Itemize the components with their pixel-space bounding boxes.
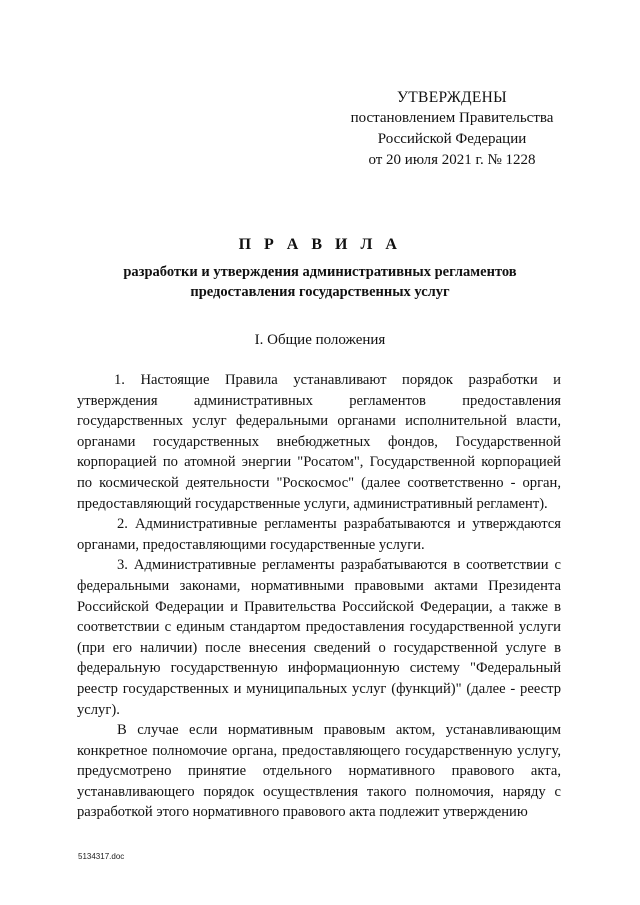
- document-subtitle-line-2: предоставления государственных услуг: [190, 284, 450, 300]
- document-body: [77, 370, 561, 823]
- paragraph-1: 1. Настоящие Правила устанавливают порядок разработки и утверждения административных регламентов предоставления государственных услуг федеральными органами исполнительной власти, органами государственных внебюджетных фондов, Государственной корпорацией по атомной энергии "Росатом", Государственной корпорацией по космической деятельности "Роскосмос" (далее соответственно - орган, предоставляющий государственные услуги, административный регламент).: [77, 372, 561, 512]
- document-subtitle: [60, 262, 580, 302]
- approval-line-3: от 20 июля 2021 г. № 1228: [368, 152, 536, 168]
- paragraph-2: 2. Административные регламенты разрабатываются и утверждаются органами, предоставляющими государственные услуги.: [77, 516, 561, 553]
- approval-heading: УТВЕРЖДЕНЫ: [397, 89, 507, 106]
- approval-line-1: постановлением Правительства: [350, 110, 554, 126]
- section-title: I. Общие положения: [254, 332, 386, 348]
- document-subtitle-line-1: разработки и утверждения административных регламентов: [123, 264, 517, 280]
- approval-line-2: Российской Федерации: [377, 131, 527, 147]
- approval-stamp: [330, 87, 574, 171]
- paragraph-3: 3. Административные регламенты разрабатываются в соответствии с федеральными законами, нормативными правовыми актами Президента Российской Федерации и Правительства Российской Федерации, а также в соответствии с единым стандартом предоставления государственной услуги (при его наличии) после внесения сведений о государственной услуге в федеральную государственную информационную систему "Федеральный реестр государственных и муниципальных услуг (функций)" (далее - реестр услуг).: [77, 557, 561, 718]
- document-title: П Р А В И Л А: [238, 236, 402, 253]
- file-code: 5134317.doc: [78, 852, 125, 861]
- paragraph-4: В случае если нормативным правовым актом, устанавливающим конкретное полномочие органа, предоставляющего государственную услугу, предусмотрено принятие отдельного нормативного правового акта, устанавливающего порядок осуществления такого полномочия, наряду с разработкой этого нормативного правового акта подлежит утверждению: [77, 722, 561, 821]
